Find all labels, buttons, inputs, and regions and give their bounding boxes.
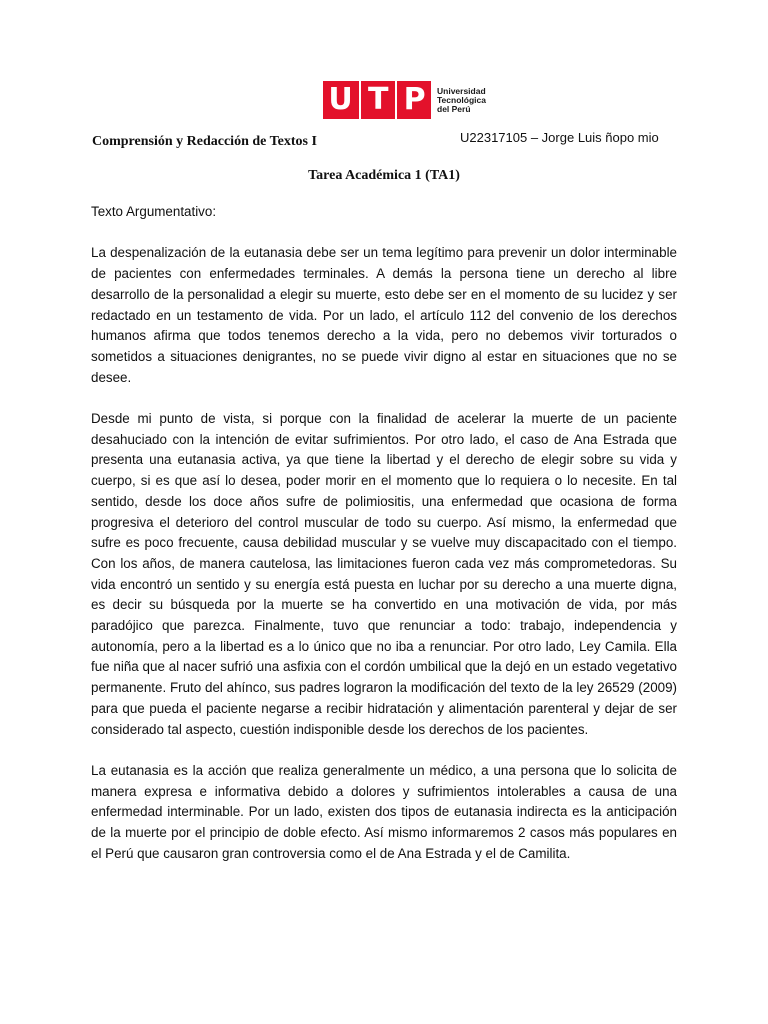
university-name-line: Universidad [437,85,486,96]
utp-logo [323,81,507,119]
task-title: Tarea Académica 1 (TA1) [308,168,460,183]
paragraph: La despenalización de la eutanasia debe ser un tema legítimo para prevenir un dolor interminable de pacientes con enfermedades terminales. A demás la persona tiene un derecho al libre desarrollo de la personalidad a elegir su muerte, esto debe ser en el momento de su lucidez y ser redactado en un testamento de vida. Por un lado, el artículo 112 del convenio de los derechos humanos afirma que todos tenemos derecho a la vida, pero no debemos vivir torturados o sometidos a situaciones denigrantes, no se puede vivir digno al estar en situaciones que no se desee. [91,245,677,385]
logo-letter-u: U [328,82,353,117]
document-body [91,202,677,885]
logo-separator [395,81,397,119]
university-name-line: Tecnológica [437,94,486,105]
section-heading: Texto Argumentativo: [91,204,217,219]
student-id-name: U22317105 – Jorge Luis ñopo mio [460,130,659,145]
logo-letter-t: T [367,82,389,117]
university-name [437,87,507,114]
utp-logo-mark [323,81,431,119]
paragraph: Desde mi punto de vista, si porque con la finalidad de acelerar la muerte de un paciente desahuciado con la intención de evitar sufrimientos. Por otro lado, el caso de Ana Estrada que presenta una eutanasia activa, ya que tiene la libertad y el derecho de elegir sobre su vida y cuerpo, si es que así lo desea, poder morir en el momento que lo requiera o lo necesite. En tal sentido, desde los doce años sufre de polimiositis, una enfermedad que ocasiona de forma progresiva el deterioro del control muscular de todo su cuerpo. Así mismo, la enfermedad que sufre es poco frecuente, causa debilidad muscular y se vuelve muy discapacitado con el tiempo. Con los años, de manera cautelosa, las limitaciones fueron cada vez más comprometedoras. Su vida encontró un sentido y su energía está puesta en luchar por su derecho a una muerte digna, es decir su búsqueda por la muerte se ha convertido en una motivación de vida, por más paradójico que parezca. Finalmente, tuvo que renunciar a todo: trabajo, independencia y autonomía, pero a la libertad es a lo único que no iba a renunciar. Por otro lado, Ley Camila. Ella fue niña que al nacer sufrió una asfixia con el cordón umbilical que la dejó en un estado vegetativo permanente. Fruto del ahínco, sus padres lograron la modificación del texto de la ley 26529 (2009) para que pueda el paciente negarse a recibir hidratación y alimentación parenteral y dejar de ser considerado tal aspecto, cuestión indisponible desde los derechos de los pacientes. [91,411,677,737]
logo-letter-p: P [403,82,426,117]
logo-separator [359,81,361,119]
university-name-line: del Perú [437,103,471,114]
paragraph: La eutanasia es la acción que realiza generalmente un médico, a una persona que lo solicita de manera expresa e informativa debido a dolores y sufrimientos intolerables a causa de una enfermedad interminable. Por un lado, existen dos tipos de eutanasia indirecta es la anticipación de la muerte por el principio de doble efecto. Así mismo informaremos 2 casos más populares en el Perú que causaron gran controversia como el de Ana Estrada y el de Camilita. [91,762,677,861]
course-title: Comprensión y Redacción de Textos I [92,134,317,149]
